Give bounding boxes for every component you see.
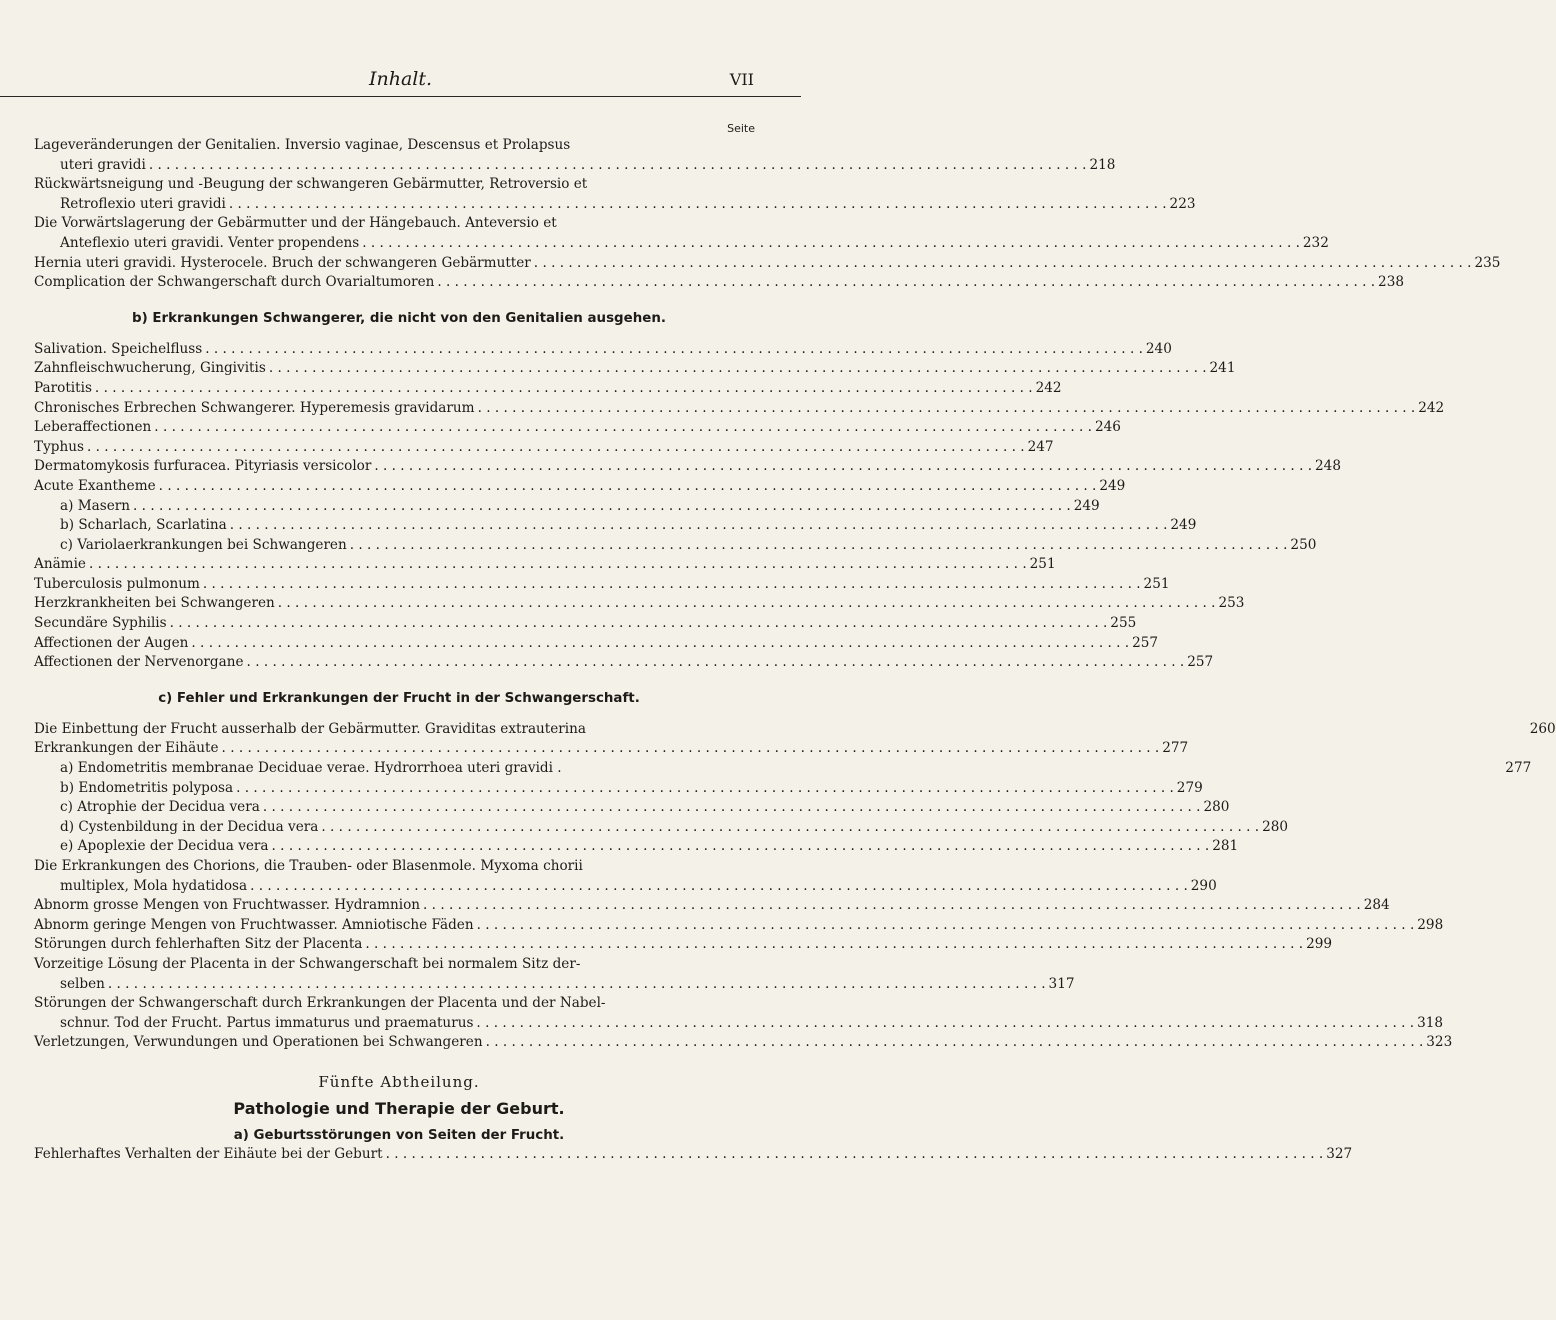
toc-entry-line — [34, 359, 1236, 379]
toc-page-number: 218 — [1089, 156, 1116, 173]
toc-entry-text: Dermatomykosis furfuracea. Pityriasis versicolor — [34, 458, 372, 475]
toc-entry-text: Verletzungen, Verwundungen und Operationen bei Schwangeren — [34, 1034, 483, 1051]
toc-entry-line — [34, 896, 1390, 916]
toc-entry-line — [34, 720, 1556, 740]
page-column-label: Seite — [727, 122, 755, 135]
toc-entry — [34, 175, 1196, 214]
toc-entry-text: c) Atrophie der Decidua vera — [60, 799, 260, 816]
toc-block-c — [34, 720, 1556, 1053]
section-c-heading: c) Fehler und Erkrankungen der Frucht in der Schwangerschaft. — [158, 690, 640, 706]
toc-entry — [34, 457, 1341, 477]
dot-leader — [222, 740, 1160, 756]
toc-page-number: 250 — [1290, 536, 1317, 553]
toc-entry-text: Salivation. Speichelfluss — [34, 340, 203, 357]
dot-leader — [263, 799, 1201, 815]
dot-leader — [154, 419, 1092, 435]
toc-entry — [34, 516, 1197, 536]
toc-entry-text: Hernia uteri gravidi. Hysterocele. Bruch der schwangeren Gebärmutter — [34, 254, 531, 271]
toc-entry-line — [34, 516, 1197, 536]
toc-entry-text: Lageveränderungen der Genitalien. Inversio vaginae, Descensus et Prolapsus — [34, 137, 571, 153]
toc-entry-text: Secundäre Syphilis — [34, 615, 167, 632]
toc-entry-text: Chronisches Erbrechen Schwangerer. Hyperemesis gravidarum — [34, 399, 475, 416]
running-header — [0, 66, 801, 97]
dot-leader — [170, 615, 1108, 631]
toc-entry — [34, 254, 1501, 274]
toc-entry — [34, 214, 1329, 253]
toc-entry — [34, 1145, 1353, 1165]
toc-entry-text: Vorzeitige Lösung der Placenta in der Schwangerschaft bei normalem Sitz der- — [34, 955, 581, 972]
dot-leader — [272, 838, 1210, 854]
toc-entry-text: Affectionen der Augen — [34, 634, 189, 651]
dot-leader — [269, 360, 1207, 376]
toc-page-number: 284 — [1363, 897, 1390, 914]
dot-leader — [108, 976, 1046, 992]
toc-entry-text: Herzkrankheiten bei Schwangeren — [34, 595, 275, 612]
toc-entry-line — [34, 575, 1170, 595]
toc-entry-text: uteri gravidi — [60, 156, 146, 173]
toc-page-number: 280 — [1203, 799, 1230, 816]
dot-leader — [476, 1015, 1414, 1031]
toc-entry-line — [34, 614, 1137, 634]
dot-leader — [486, 1034, 1424, 1050]
toc-entry-text: a) Endometritis membranae Deciduae verae. Hydrorrhoea uteri gravidi . — [60, 760, 562, 777]
toc-entry — [34, 837, 1239, 857]
part-label: Fünfte Abtheilung. — [318, 1072, 480, 1091]
running-page-number: VII — [729, 70, 754, 89]
toc-entry — [34, 555, 1056, 575]
toc-entry-text: Fehlerhaftes Verhalten der Eihäute bei der Geburt — [34, 1145, 383, 1162]
toc-entry — [34, 614, 1137, 634]
toc-page-number: 277 — [1505, 760, 1532, 777]
dot-leader — [350, 537, 1288, 553]
toc-entry-text: Abnorm geringe Mengen von Fruchtwasser. Amniotische Fäden — [34, 916, 474, 933]
toc-page-number: 277 — [1162, 740, 1189, 757]
toc-entry-line — [34, 975, 1075, 995]
dot-leader — [236, 780, 1174, 796]
toc-entry-text: Die Vorwärtslagerung der Gebärmutter und der Hängebauch. Anteversio et — [34, 215, 557, 232]
toc-entry — [34, 438, 1054, 458]
toc-entry — [34, 935, 1333, 955]
toc-entry — [34, 136, 1116, 175]
toc-page-number: 260 — [1529, 720, 1556, 737]
dot-leader — [321, 819, 1259, 835]
toc-entry-line — [34, 555, 1056, 575]
toc-page-number: 248 — [1315, 458, 1341, 475]
toc-page-number: 253 — [1218, 595, 1245, 612]
dot-leader — [386, 1146, 1324, 1162]
toc-entry — [34, 359, 1236, 379]
toc-page-number: 279 — [1176, 779, 1203, 796]
toc-page-number: 232 — [1302, 234, 1329, 251]
dot-leader — [95, 380, 1033, 396]
dot-leader — [437, 274, 1375, 290]
toc-entry-text: Die Erkrankungen des Chorions, die Trauben- oder Blasenmole. Myxoma chorii — [34, 858, 583, 874]
toc-entry-line — [34, 759, 1532, 779]
toc-entry-line — [34, 1145, 1353, 1165]
toc-entry-text: b) Endometritis polyposa — [60, 779, 234, 796]
toc-entry-text: Anämie — [34, 556, 86, 573]
toc-page-number: 242 — [1035, 379, 1062, 396]
toc-page-number: 299 — [1306, 936, 1333, 953]
toc-page-number: 249 — [1099, 477, 1126, 494]
toc-entry — [34, 857, 1217, 896]
toc-entry-line — [34, 916, 1444, 936]
toc-entry — [34, 273, 1404, 293]
toc-page-number: 298 — [1417, 916, 1444, 933]
toc-entry — [34, 779, 1203, 799]
toc-entry — [34, 896, 1390, 916]
dot-leader — [250, 878, 1188, 894]
toc-page-number: 257 — [1132, 634, 1159, 651]
toc-entry-text: Parotitis — [34, 379, 92, 396]
toc-entry-text: d) Cystenbildung in der Decidua vera — [60, 818, 319, 835]
toc-page-number: 249 — [1073, 497, 1100, 514]
toc-page-number: 317 — [1048, 975, 1075, 992]
toc-page-number: 242 — [1418, 399, 1445, 416]
toc-entry-text: Retroflexio uteri gravidi — [60, 195, 226, 212]
toc-page-number: 280 — [1262, 818, 1289, 835]
toc-entry-text: selben — [60, 975, 105, 992]
toc-entry — [34, 653, 1214, 673]
toc-entry — [34, 575, 1170, 595]
toc-entry-text: Tuberculosis pulmonum — [34, 575, 200, 592]
toc-page-number: 255 — [1110, 615, 1137, 632]
toc-entry-text: multiplex, Mola hydatidosa — [60, 877, 248, 894]
dot-leader — [478, 400, 1416, 416]
toc-entry — [34, 916, 1444, 936]
toc-entry-text: a) Masern — [60, 497, 131, 514]
toc-entry-line — [34, 438, 1054, 458]
toc-page-number: 281 — [1212, 838, 1239, 855]
dot-leader — [149, 157, 1087, 173]
dot-leader — [362, 235, 1300, 251]
toc-entry — [34, 340, 1172, 360]
dot-leader — [534, 255, 1472, 271]
toc-block-b — [34, 340, 1445, 673]
toc-entry-line — [34, 195, 1196, 215]
toc-entry-text: Erkrankungen der Eihäute — [34, 740, 219, 757]
toc-page-number: 257 — [1187, 654, 1214, 671]
dot-leader — [191, 635, 1129, 651]
toc-entry — [34, 739, 1189, 759]
toc-entry — [34, 818, 1289, 838]
toc-page-number: 247 — [1027, 438, 1054, 455]
toc-entry-line — [34, 234, 1329, 254]
toc-entry — [34, 994, 1444, 1033]
toc-entry-line — [34, 379, 1062, 399]
dot-leader — [278, 595, 1216, 611]
toc-page-number: 318 — [1417, 1014, 1444, 1031]
toc-page-number: 327 — [1326, 1145, 1353, 1162]
toc-entry — [34, 1033, 1453, 1053]
dot-leader — [230, 517, 1168, 533]
toc-entry-line — [34, 536, 1317, 556]
toc-entry-text: Die Einbettung der Frucht ausserhalb der Gebärmutter. Graviditas extrauterina — [34, 720, 587, 737]
toc-entry-line — [34, 340, 1172, 360]
dot-leader — [477, 917, 1415, 933]
toc-page-number: 246 — [1094, 419, 1121, 436]
toc-page-number: 290 — [1190, 877, 1217, 894]
toc-entry — [34, 477, 1126, 497]
toc-entry-line — [34, 156, 1116, 176]
section-b-heading: b) Erkrankungen Schwangerer, die nicht von den Genitalien ausgehen. — [132, 310, 666, 326]
toc-entry-line — [34, 457, 1341, 477]
toc-block-d — [34, 1145, 1353, 1165]
toc-entry-text: Acute Exantheme — [34, 477, 156, 494]
toc-entry-line — [34, 779, 1203, 799]
dot-leader — [247, 654, 1185, 670]
toc-entry-text: e) Apoplexie der Decidua vera — [60, 838, 269, 855]
dot-leader — [365, 936, 1303, 952]
toc-entry-line — [34, 399, 1445, 419]
toc-entry-line — [34, 594, 1245, 614]
toc-page-number: 249 — [1170, 517, 1197, 534]
toc-entry — [34, 955, 1075, 994]
toc-entry-line — [34, 877, 1217, 897]
toc-entry — [34, 536, 1317, 556]
toc-entry-line — [34, 798, 1230, 818]
toc-entry-line — [34, 497, 1100, 517]
dot-leader — [203, 576, 1141, 592]
toc-block-a — [34, 136, 1501, 293]
toc-entry-line — [34, 418, 1121, 438]
toc-page-number: 323 — [1426, 1034, 1453, 1051]
toc-entry-text: c) Variolaerkrankungen bei Schwangeren — [60, 536, 347, 553]
toc-entry-text: schnur. Tod der Frucht. Partus immaturus und praematurus — [60, 1014, 474, 1031]
toc-entry — [34, 759, 1532, 779]
dot-leader — [205, 341, 1143, 357]
toc-entry — [34, 798, 1230, 818]
toc-entry — [34, 720, 1556, 740]
toc-entry-text: Complication der Schwangerschaft durch Ovarialtumoren — [34, 274, 435, 291]
part-title: Pathologie und Therapie der Geburt. — [233, 1098, 565, 1118]
dot-leader — [87, 439, 1025, 455]
toc-entry-line — [34, 818, 1289, 838]
toc-page-number: 238 — [1378, 274, 1404, 291]
toc-entry-text: Störungen der Schwangerschaft durch Erkrankungen der Placenta und der Nabel- — [34, 995, 606, 1012]
toc-entry-text: Affectionen der Nervenorgane — [34, 654, 244, 671]
toc-entry-text: Typhus — [34, 438, 84, 455]
toc-page-number: 241 — [1209, 360, 1236, 377]
toc-entry — [34, 594, 1245, 614]
toc-entry-text: Leberaffectionen — [34, 419, 152, 436]
part-subheading: a) Geburtsstörungen von Seiten der Frucht. — [233, 1127, 565, 1143]
running-title: Inhalt. — [368, 68, 433, 90]
toc-entry — [34, 399, 1445, 419]
dot-leader — [374, 458, 1312, 474]
toc-entry-text: b) Scharlach, Scarlatina — [60, 517, 227, 534]
toc-page-number: 251 — [1143, 575, 1170, 592]
dot-leader — [229, 196, 1167, 212]
toc-page-number: 235 — [1474, 254, 1501, 271]
toc-entry-line — [34, 935, 1333, 955]
toc-page-number: 223 — [1169, 195, 1196, 212]
dot-leader — [133, 498, 1071, 514]
toc-entry-line — [34, 1033, 1453, 1053]
toc-entry-line — [34, 254, 1501, 274]
toc-entry — [34, 634, 1159, 654]
toc-entry-line — [34, 634, 1159, 654]
toc-entry — [34, 497, 1100, 517]
toc-entry — [34, 379, 1062, 399]
toc-page-number: 251 — [1029, 556, 1056, 573]
toc-entry-line — [34, 1014, 1444, 1034]
dot-leader — [159, 478, 1097, 494]
dot-leader — [89, 556, 1027, 572]
toc-entry-text: Störungen durch fehlerhaften Sitz der Placenta — [34, 936, 363, 953]
table-of-contents — [34, 136, 1556, 1165]
toc-entry-text: Zahnfleischwucherung, Gingivitis — [34, 360, 266, 377]
toc-entry-line — [34, 837, 1239, 857]
toc-entry-line — [34, 739, 1189, 759]
toc-entry-text: Abnorm grosse Mengen von Fruchtwasser. Hydramnion — [34, 897, 421, 914]
toc-entry-line — [34, 273, 1404, 293]
toc-entry-line — [34, 477, 1126, 497]
toc-entry-text: Anteflexio uteri gravidi. Venter propendens — [60, 234, 360, 251]
toc-page-number: 240 — [1145, 340, 1172, 357]
toc-entry-text: Rückwärtsneigung und -Beugung der schwangeren Gebärmutter, Retroversio et — [34, 176, 588, 193]
dot-leader — [423, 897, 1361, 913]
toc-entry — [34, 418, 1121, 438]
toc-entry-line — [34, 653, 1214, 673]
